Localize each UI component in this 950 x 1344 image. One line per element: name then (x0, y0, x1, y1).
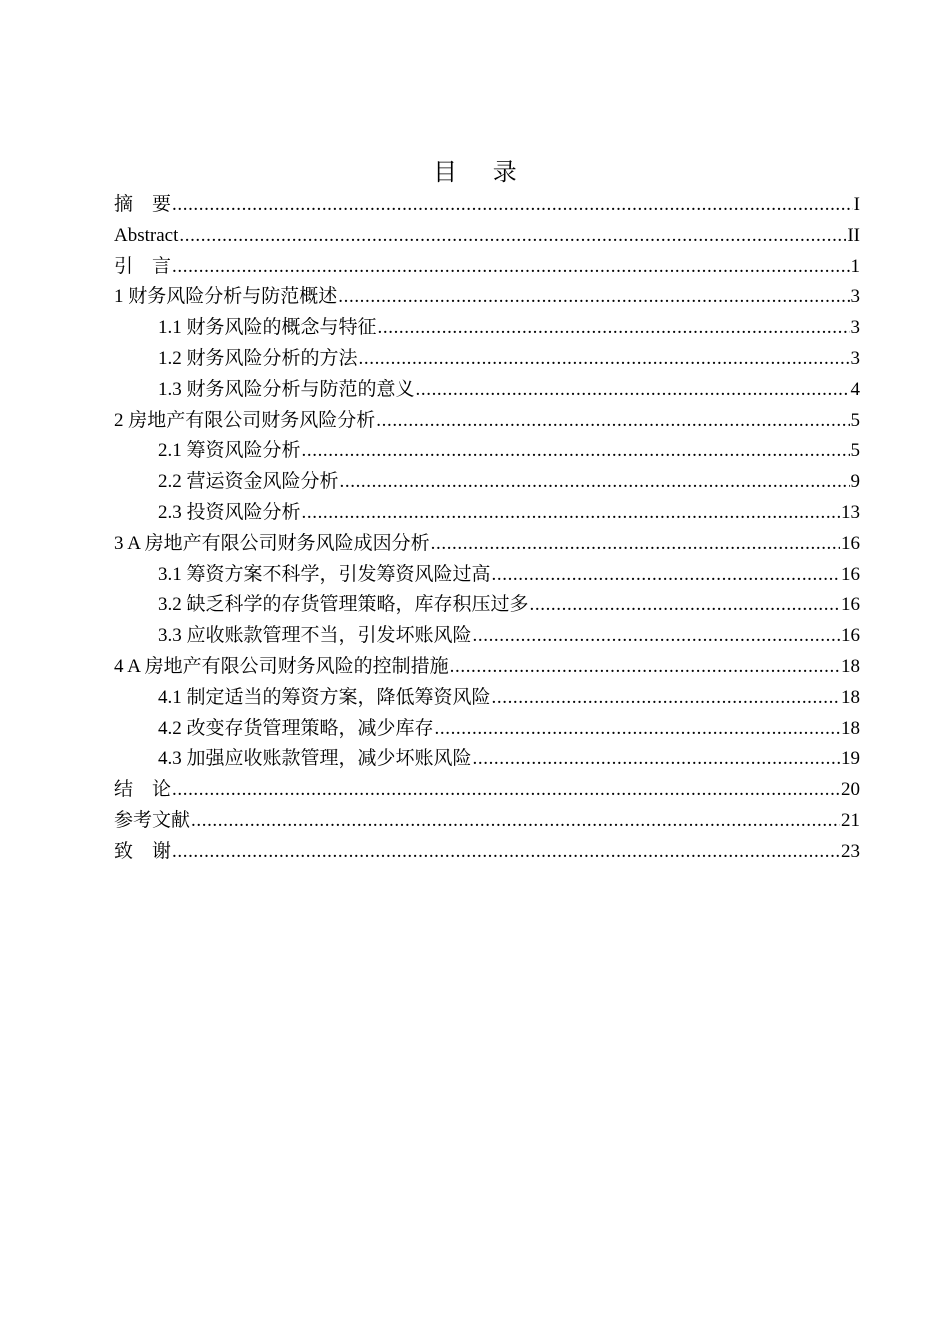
toc-entry-label: 致 谢 (114, 840, 172, 862)
toc-entry-page: 4 (850, 378, 860, 400)
toc-entry-page: 21 (841, 809, 860, 831)
toc-dot-leader (172, 252, 849, 283)
toc-entry-section-2-3[interactable] (114, 498, 860, 529)
toc-entry-page: 3 (850, 347, 860, 369)
toc-entry-label: 2.3 投资风险分析 (158, 501, 301, 523)
toc-entry-page: II (847, 224, 860, 246)
toc-entry-page: 16 (841, 625, 860, 647)
toc-dot-leader (492, 683, 840, 714)
toc-entry-acknowledgements[interactable] (114, 837, 860, 868)
toc-entry-page: 13 (841, 501, 860, 523)
toc-entry-section-1-3[interactable] (114, 375, 860, 406)
toc-entry-section-4-2[interactable] (114, 714, 860, 745)
toc-dot-leader (376, 406, 849, 437)
toc-dot-leader (450, 652, 840, 683)
toc-dot-leader (340, 467, 850, 498)
toc-entry-page: 16 (841, 594, 860, 616)
toc-entry-abstract-en[interactable] (114, 221, 860, 252)
toc-entry-section-2-2[interactable] (114, 467, 860, 498)
toc-entry-label: 引 言 (114, 255, 172, 277)
toc-entry-page: 3 (850, 286, 860, 308)
toc-entry-label: 3.3 应收账款管理不当，引发坏账风险 (158, 625, 472, 647)
toc-dot-leader (179, 221, 846, 252)
toc-entry-label: 4 A 房地产有限公司财务风险的控制措施 (114, 655, 449, 677)
toc-dot-leader (302, 498, 840, 529)
toc-entry-conclusion[interactable] (114, 775, 860, 806)
toc-entry-chapter-2[interactable] (114, 406, 860, 437)
toc-entry-page: 18 (841, 655, 860, 677)
toc-entry-chapter-3[interactable] (114, 529, 860, 560)
toc-entry-label: 2 房地产有限公司财务风险分析 (114, 409, 376, 431)
toc-dot-leader (378, 313, 850, 344)
toc-entry-section-1-2[interactable] (114, 344, 860, 375)
toc-entry-label: 3.2 缺乏科学的存货管理策略，库存积压过多 (158, 594, 529, 616)
toc-entry-section-3-1[interactable] (114, 560, 860, 591)
toc-dot-leader (302, 436, 850, 467)
toc-entry-label: 结 论 (114, 779, 172, 801)
toc-dot-leader (172, 190, 853, 221)
toc-entry-chapter-4[interactable] (114, 652, 860, 683)
toc-entry-page: 5 (850, 409, 860, 431)
toc-entry-label: 4.2 改变存货管理策略，减少库存 (158, 717, 434, 739)
toc-entry-label: 1.3 财务风险分析与防范的意义 (158, 378, 415, 400)
toc-entry-section-4-1[interactable] (114, 683, 860, 714)
toc-entry-references[interactable] (114, 806, 860, 837)
toc-dot-leader (359, 344, 850, 375)
toc-entry-label: 2.2 营运资金风险分析 (158, 471, 339, 493)
toc-entry-label: 4.1 制定适当的筹资方案，降低筹资风险 (158, 686, 491, 708)
toc-dot-leader (172, 775, 840, 806)
toc-entry-abstract-cn[interactable] (114, 190, 860, 221)
toc-dot-leader (338, 282, 849, 313)
toc-entry-section-2-1[interactable] (114, 436, 860, 467)
toc-dot-leader (492, 560, 840, 591)
toc-dot-leader (473, 621, 840, 652)
toc-entry-label: 参考文献 (114, 809, 191, 831)
toc-entry-page: 18 (841, 717, 860, 739)
toc-entry-page: 3 (850, 317, 860, 339)
toc-dot-leader (530, 590, 840, 621)
table-of-contents (114, 190, 860, 868)
toc-entry-label: 1.2 财务风险分析的方法 (158, 347, 358, 369)
toc-dot-leader (473, 744, 840, 775)
toc-entry-section-4-3[interactable] (114, 744, 860, 775)
toc-dot-leader (435, 714, 840, 745)
toc-entry-page: 19 (841, 748, 860, 770)
toc-dot-leader (191, 806, 840, 837)
toc-entry-introduction[interactable] (114, 252, 860, 283)
toc-entry-label: 3.1 筹资方案不科学，引发筹资风险过高 (158, 563, 491, 585)
toc-entry-page: 5 (850, 440, 860, 462)
toc-dot-leader (431, 529, 840, 560)
toc-entry-label: 1.1 财务风险的概念与特征 (158, 317, 377, 339)
toc-entry-section-3-2[interactable] (114, 590, 860, 621)
toc-entry-label: Abstract (114, 224, 179, 246)
toc-entry-page: 23 (841, 840, 860, 862)
toc-entry-page: I (853, 194, 860, 215)
toc-entry-label: 4.3 加强应收账款管理，减少坏账风险 (158, 748, 472, 770)
toc-entry-page: 16 (841, 532, 860, 554)
toc-entry-label: 摘 要 (114, 194, 172, 215)
toc-entry-label: 1 财务风险分析与防范概述 (114, 286, 338, 308)
toc-entry-section-3-3[interactable] (114, 621, 860, 652)
toc-entry-label: 3 A 房地产有限公司财务风险成因分析 (114, 532, 430, 554)
toc-title: 目 录 (433, 158, 531, 186)
toc-entry-page: 9 (850, 471, 860, 493)
toc-entry-chapter-1[interactable] (114, 282, 860, 313)
toc-dot-leader (416, 375, 850, 406)
toc-entry-page: 1 (850, 255, 860, 277)
toc-entry-page: 18 (841, 686, 860, 708)
toc-entry-section-1-1[interactable] (114, 313, 860, 344)
toc-dot-leader (172, 837, 840, 868)
toc-entry-page: 20 (841, 779, 860, 801)
toc-entry-page: 16 (841, 563, 860, 585)
toc-entry-label: 2.1 筹资风险分析 (158, 440, 301, 462)
